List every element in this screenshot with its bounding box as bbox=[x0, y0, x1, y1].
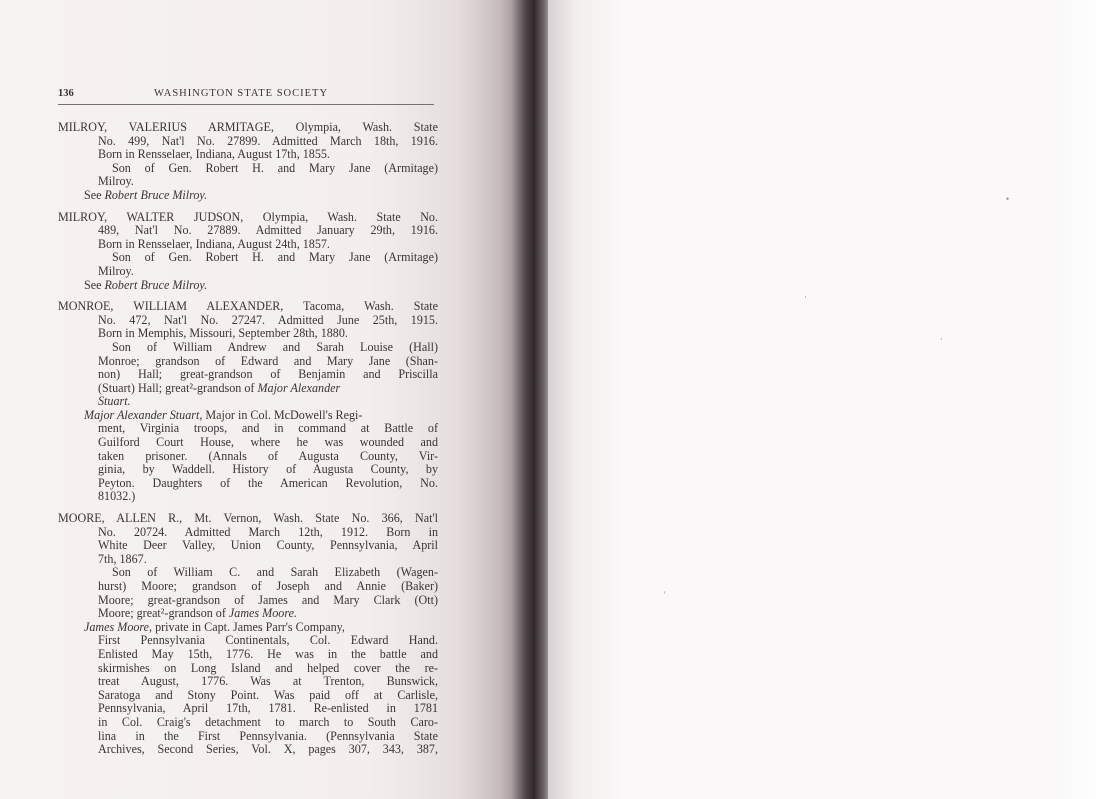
ancestor-name: Major Alexander Stuart, bbox=[84, 407, 203, 422]
ancestor-line bbox=[58, 409, 438, 423]
entry-line: Stuart. bbox=[98, 394, 131, 409]
paper-speck: · bbox=[804, 292, 807, 302]
entry-text: (Stuart) Hall; great²-grandson of bbox=[98, 380, 258, 395]
see-label: See bbox=[84, 187, 105, 202]
entry-line: Son of Gen. Robert H. and Mary Jane (Armitage) bbox=[112, 250, 438, 265]
entry-line: 81032.) bbox=[98, 489, 136, 504]
text-column bbox=[58, 121, 438, 765]
ancestor-name: James Moore, bbox=[84, 619, 153, 634]
running-head: WASHINGTON STATE SOCIETY bbox=[154, 88, 329, 99]
page-header bbox=[58, 88, 434, 105]
right-page-blank bbox=[548, 0, 1100, 799]
entry-line: Monroe; grandson of Edward and Mary Jane (Shan- bbox=[98, 353, 438, 368]
entry-line: Son of William Andrew and Sarah Louise (Hall) bbox=[112, 339, 438, 354]
entry-line: MILROY, VALERIUS ARMITAGE, Olympia, Wash. State bbox=[58, 120, 438, 134]
entry-line: lina in the First Pennsylvania. (Pennsylvania State bbox=[98, 728, 438, 743]
entry-line: MONROE, WILLIAM ALEXANDER, Tacoma, Wash. State bbox=[58, 299, 438, 314]
ancestor-line bbox=[58, 621, 438, 635]
entry-line: Archives, Second Series, Vol. X, pages 307, 343, 387, bbox=[98, 742, 438, 757]
entry-line: MILROY, WALTER JUDSON, Olympia, Wash. State No. bbox=[58, 209, 438, 224]
entry-line: Born in Memphis, Missouri, September 28th, 1880. bbox=[98, 326, 348, 341]
entry-line: ginia, by Waddell. History of Augusta County, by bbox=[98, 462, 438, 477]
entry-moore-allen bbox=[58, 512, 438, 757]
see-reference: Robert Bruce Milroy. bbox=[104, 277, 208, 292]
entry-monroe-william bbox=[58, 300, 438, 504]
entry-line: Son of William C. and Sarah Elizabeth (Wagen- bbox=[112, 565, 438, 580]
entry-line: ment, Virginia troops, and in command at Battle of bbox=[98, 421, 438, 436]
left-page bbox=[0, 0, 520, 799]
entry-see-line bbox=[58, 279, 438, 293]
entry-line: Milroy. bbox=[98, 263, 134, 278]
paper-speck: • bbox=[1006, 194, 1010, 204]
see-label: See bbox=[84, 277, 105, 292]
entry-line: White Deer Valley, Union County, Pennsylvania, April bbox=[98, 538, 438, 553]
page-number: 136 bbox=[58, 88, 74, 99]
entry-line: Born in Rensselaer, Indiana, August 24th, 1857. bbox=[98, 236, 330, 251]
entry-line: Milroy. bbox=[98, 174, 134, 189]
entry-line: Enlisted May 15th, 1776. He was in the battle and bbox=[98, 646, 438, 661]
entry-line: MOORE, ALLEN R., Mt. Vernon, Wash. State No. 366, Nat'l bbox=[58, 511, 438, 526]
entry-line: No. 499, Nat'l No. 27899. Admitted March 18th, 1916. bbox=[98, 133, 438, 148]
entry-line: 7th, 1867. bbox=[98, 551, 147, 566]
ancestor-text: private in Capt. James Parr's Company, bbox=[152, 619, 345, 634]
entry-milroy-valerius bbox=[58, 121, 438, 203]
entry-text: Moore; great²-grandson of bbox=[98, 606, 229, 621]
entry-line: No. 472, Nat'l No. 27247. Admitted June 25th, 1915. bbox=[98, 312, 438, 327]
entry-line: Saratoga and Stony Point. Was paid off at Carlisle, bbox=[98, 687, 438, 702]
entry-see-line bbox=[58, 189, 438, 203]
entry-line: treat August, 1776. Was at Trenton, Bunswick, bbox=[98, 674, 438, 689]
book-gutter bbox=[512, 0, 552, 799]
entry-line: Pennsylvania, April 17th, 1781. Re-enlisted in 1781 bbox=[98, 701, 438, 716]
entry-line bbox=[58, 607, 438, 621]
entry-line: hurst) Moore; grandson of Joseph and Annie (Baker) bbox=[98, 579, 438, 593]
entry-line: in Col. Craig's detachment to march to South Caro- bbox=[98, 714, 438, 729]
entry-line: skirmishes on Long Island and helped cover the re- bbox=[98, 660, 438, 675]
entry-line: Moore; great-grandson of James and Mary Clark (Ott) bbox=[98, 592, 438, 607]
see-reference: Robert Bruce Milroy. bbox=[104, 187, 208, 202]
ancestor-text: Major in Col. McDowell's Regi- bbox=[202, 407, 363, 422]
ancestor-name: James Moore. bbox=[228, 606, 297, 621]
paper-speck: · bbox=[940, 334, 943, 344]
entry-line: First Pennsylvania Continentals, Col. Edward Hand. bbox=[98, 633, 438, 648]
paper-speck: ' bbox=[664, 590, 666, 600]
entry-line: Born in Rensselaer, Indiana, August 17th, 1855. bbox=[98, 147, 330, 162]
entry-line: Son of Gen. Robert H. and Mary Jane (Armitage) bbox=[112, 160, 438, 175]
entry-line: No. 20724. Admitted March 12th, 1912. Born in bbox=[98, 524, 438, 539]
entry-line: taken prisoner. (Annals of Augusta County, Vir- bbox=[98, 448, 438, 463]
entry-line bbox=[58, 382, 438, 396]
entry-line: non) Hall; great-grandson of Benjamin and Priscilla bbox=[98, 367, 438, 382]
entry-line: Peyton. Daughters of the American Revolution, No. bbox=[98, 475, 438, 490]
ancestor-name: Major Alexander bbox=[257, 380, 341, 395]
entry-milroy-walter bbox=[58, 211, 438, 293]
entry-line: Guilford Court House, where he was wounded and bbox=[98, 435, 438, 450]
entry-line: 489, Nat'l No. 27889. Admitted January 29th, 1916. bbox=[98, 223, 438, 238]
